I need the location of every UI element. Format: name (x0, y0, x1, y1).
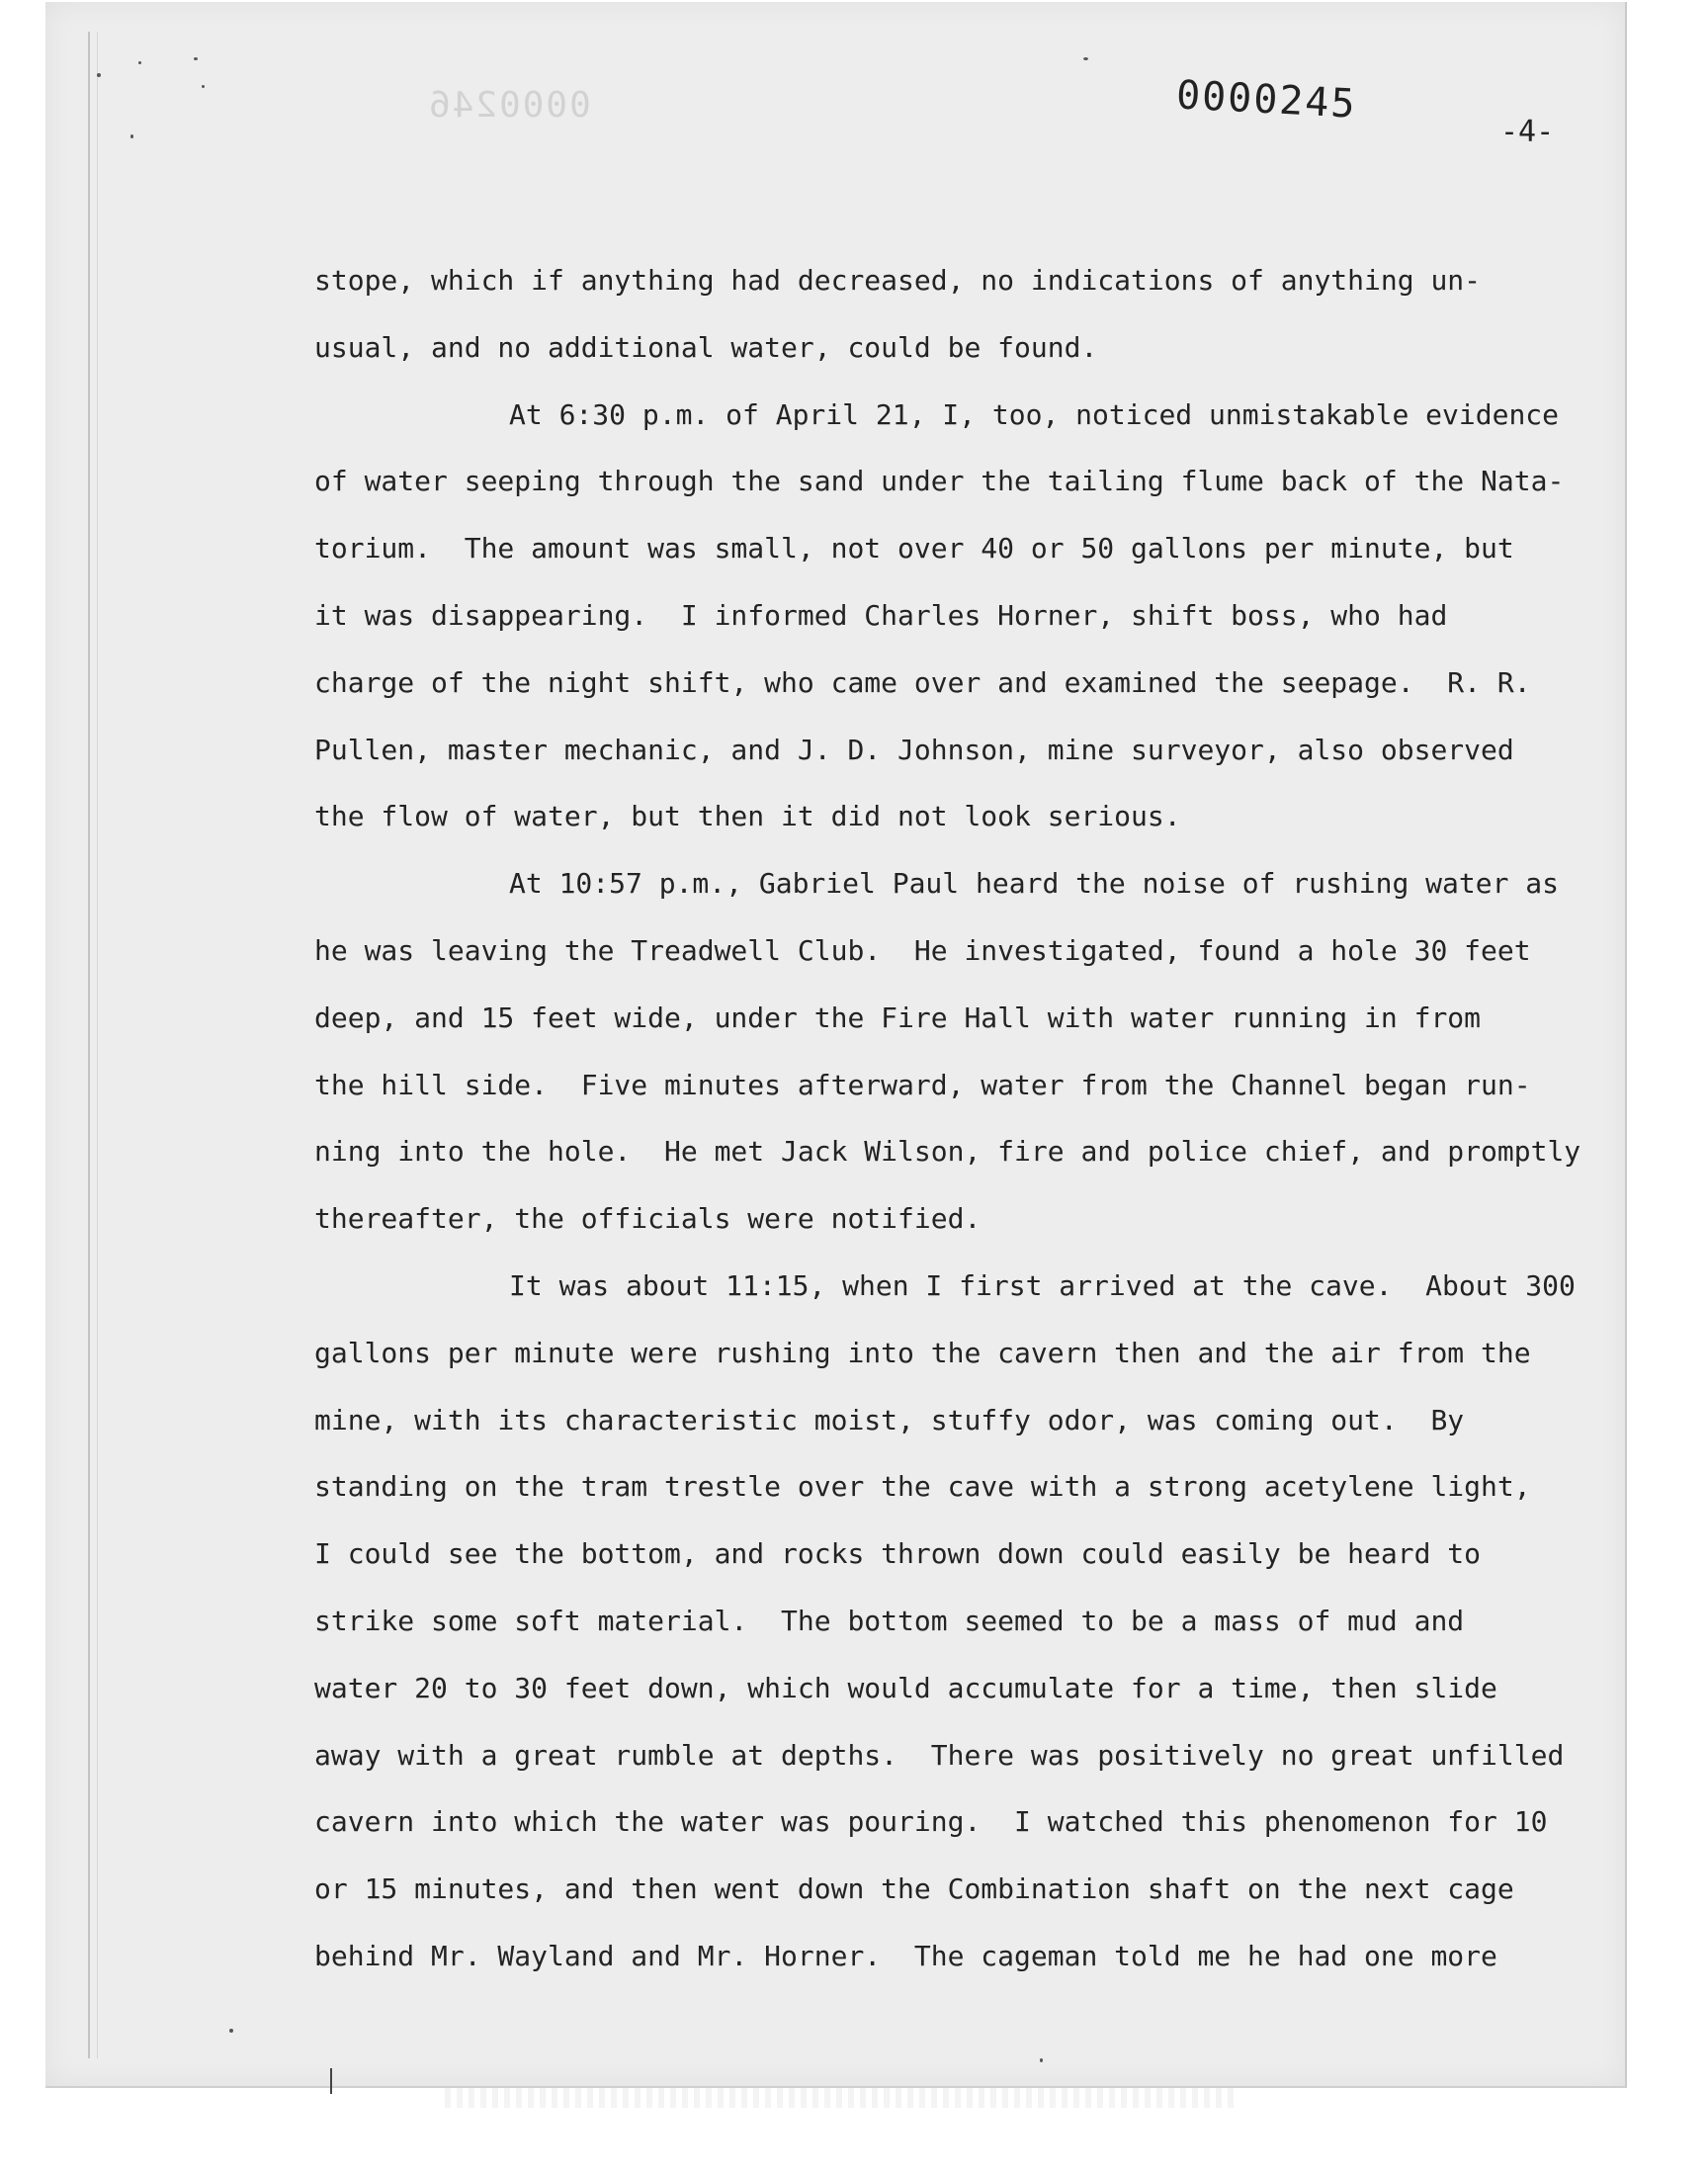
left-margin-rule (88, 32, 90, 2058)
scan-bottom-edge (445, 2088, 1236, 2108)
document-page (45, 2, 1627, 2088)
body-text (314, 264, 1668, 2010)
text-line: standing on the tram trestle over the cave with a strong acetylene light, (314, 1470, 1531, 1504)
text-line: thereafter, the officials were notified. (314, 1202, 982, 1236)
text-line: charge of the night shift, who came over and examined the seepage. R. R. (314, 665, 1531, 699)
scan-bottom-tick (330, 2068, 332, 2094)
text-line: stope, which if anything had decreased, no indications of anything un- (314, 264, 1482, 297)
left-margin-rule-inner (97, 32, 98, 2058)
text-line: Pullen, master mechanic, and J. D. Johnson, mine surveyor, also observed (314, 733, 1514, 766)
scan-speck (130, 134, 133, 138)
scan-speck (1040, 2058, 1043, 2062)
scan-speck (1083, 57, 1088, 60)
scan-speck (229, 2029, 233, 2033)
text-line: the hill side. Five minutes afterward, water from the Channel began run- (314, 1068, 1531, 1101)
scan-speck (194, 57, 198, 60)
page-number: -4- (1500, 115, 1555, 149)
text-line: I could see the bottom, and rocks thrown down could easily be heard to (314, 1537, 1482, 1571)
text-line: At 6:30 p.m. of April 21, I, too, noticed unmistakable evidence (509, 397, 1560, 431)
text-line: cavern into which the water was pouring. I watched this phenomenon for 10 (314, 1805, 1548, 1839)
text-line: At 10:57 p.m., Gabriel Paul heard the noise of rushing water as (509, 867, 1560, 901)
text-line: the flow of water, but then it did not look serious. (314, 800, 1181, 833)
text-line: away with a great rumble at depths. There was positively no great unfilled (314, 1738, 1565, 1772)
text-line: ning into the hole. He met Jack Wilson, fire and police chief, and promptly (314, 1135, 1581, 1169)
text-line: usual, and no additional water, could be found. (314, 330, 1098, 364)
scan-speck (138, 61, 141, 64)
text-line: it was disappearing. I informed Charles Horner, shift boss, who had (314, 598, 1448, 632)
scan-speck (202, 85, 205, 88)
text-line: mine, with its characteristic moist, stuffy odor, was coming out. By (314, 1403, 1465, 1436)
text-line: torium. The amount was small, not over 40 or 50 gallons per minute, but (314, 532, 1514, 566)
text-line: deep, and 15 feet wide, under the Fire Hall with water running in from (314, 1000, 1482, 1034)
text-line: or 15 minutes, and then went down the Combination shaft on the next cage (314, 1872, 1514, 1906)
bleed-through-number: 0000246 (427, 85, 591, 126)
text-line: water 20 to 30 feet down, which would accumulate for a time, then slide (314, 1671, 1497, 1704)
text-line: gallons per minute were rushing into the cavern then and the air from the (314, 1336, 1531, 1369)
text-line: It was about 11:15, when I first arrived at the cave. About 300 (509, 1268, 1576, 1302)
scan-speck (97, 73, 101, 77)
text-line: he was leaving the Treadwell Club. He investigated, found a hole 30 feet (314, 933, 1531, 967)
text-line: behind Mr. Wayland and Mr. Horner. The cageman told me he had one more (314, 1939, 1497, 1972)
text-line: strike some soft material. The bottom seemed to be a mass of mud and (314, 1604, 1465, 1637)
document-number-stamp: 0000245 (1174, 72, 1358, 128)
text-line: of water seeping through the sand under the tailing flume back of the Nata- (314, 465, 1565, 498)
